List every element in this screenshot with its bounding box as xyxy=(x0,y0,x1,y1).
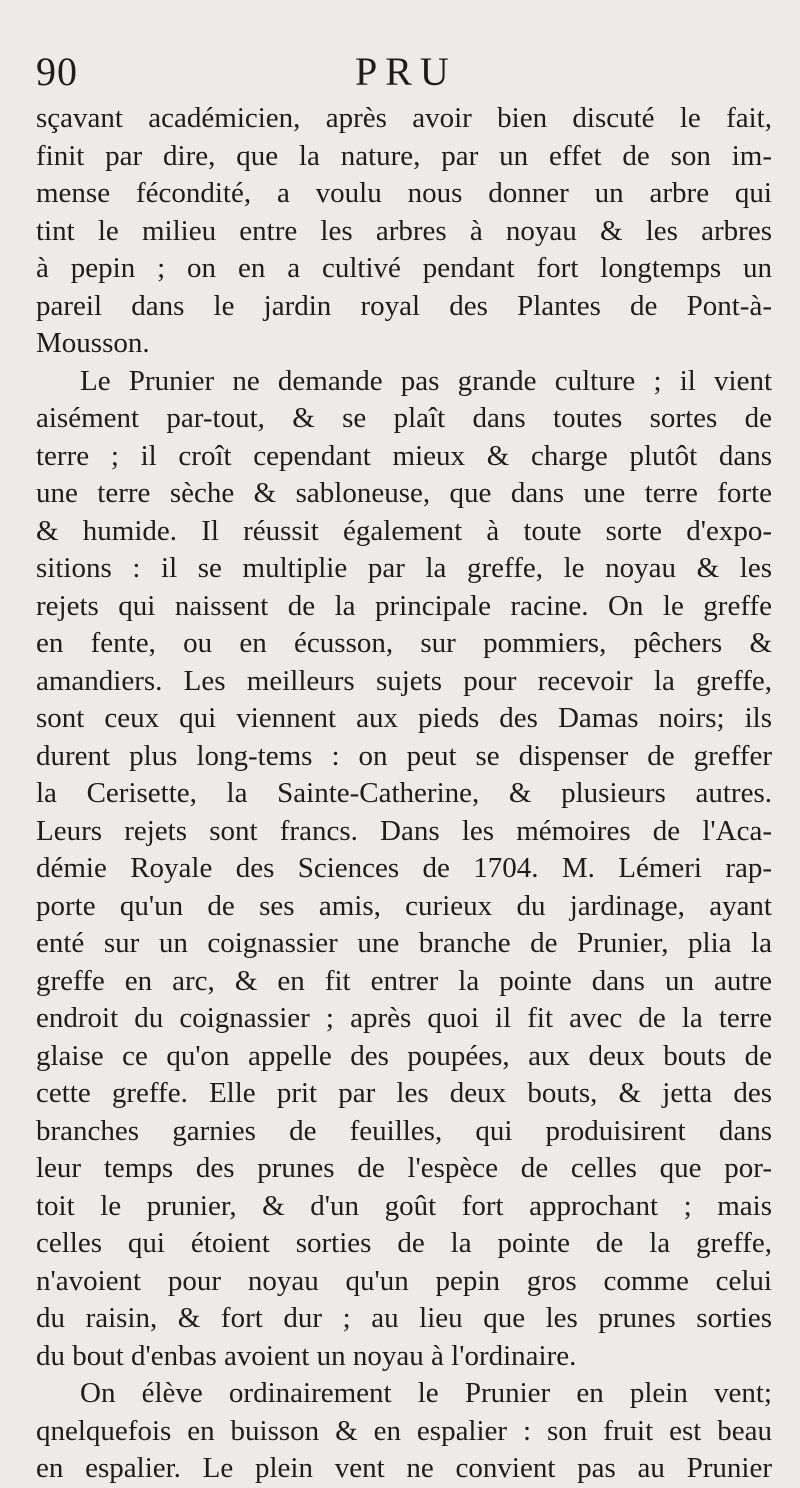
page-header xyxy=(0,48,800,100)
text-line: cette greffe. Elle prit par les deux bouts, & jetta des xyxy=(36,1077,772,1109)
body-text xyxy=(36,100,772,1488)
text-line: toit le prunier, & d'un goût fort approchant ; mais xyxy=(36,1189,772,1222)
text-line: terre ; il croît cependant mieux & charge plutôt dans xyxy=(36,439,772,472)
text-line: en fente, ou en écusson, sur pommiers, pêchers & xyxy=(36,627,772,659)
paragraph xyxy=(36,363,772,1376)
text-line: la Cerisette, la Sainte-Catherine, & plusieurs autres. xyxy=(36,777,772,809)
text-line: aisément par-tout, & se plaît dans toutes sortes de xyxy=(36,402,772,434)
text-line: enté sur un coignassier une branche de Prunier, plia la xyxy=(36,927,772,959)
text-line: démie Royale des Sciences de 1704. M. Lémeri rap- xyxy=(36,852,772,884)
text-line: du bout d'enbas avoient un noyau à l'ordinaire. xyxy=(36,1339,577,1372)
text-line: Le Prunier ne demande pas grande culture ; il vient xyxy=(80,364,772,397)
text-line: une terre sèche & sabloneuse, que dans une terre forte xyxy=(36,477,772,509)
running-title: PRU xyxy=(355,49,457,94)
text-line: sont ceux qui viennent aux pieds des Damas noirs; ils xyxy=(36,702,772,734)
text-line: sitions : il se multiplie par la greffe, le noyau & les xyxy=(36,552,772,584)
text-line: finit par dire, que la nature, par un effet de son im- xyxy=(36,139,772,172)
text-line: pareil dans le jardin royal des Plantes de Pont-à- xyxy=(36,289,772,322)
text-line: Leurs rejets sont francs. Dans les mémoires de l'Aca- xyxy=(36,814,772,847)
text-line: n'avoient pour noyau qu'un pepin gros comme celui xyxy=(36,1264,772,1297)
text-line: celles qui étoient sorties de la pointe de la greffe, xyxy=(36,1227,772,1259)
page-number: 90 xyxy=(36,49,78,94)
text-line: sçavant académicien, après avoir bien discuté le fait, xyxy=(36,102,772,134)
text-line: qnelquefois en buisson & en espalier : son fruit est beau xyxy=(36,1414,772,1447)
paragraph xyxy=(36,1375,772,1488)
text-line: à pepin ; on en a cultivé pendant fort longtemps un xyxy=(36,252,772,284)
text-line: endroit du coignassier ; après quoi il fit avec de la terre xyxy=(36,1002,772,1034)
text-line: leur temps des prunes de l'espèce de celles que por- xyxy=(36,1152,772,1184)
paragraph xyxy=(36,100,772,363)
text-line: branches garnies de feuilles, qui produisirent dans xyxy=(36,1114,772,1147)
text-line: tint le milieu entre les arbres à noyau & les arbres xyxy=(36,214,772,247)
text-line: porte qu'un de ses amis, curieux du jardinage, ayant xyxy=(36,889,772,922)
text-line: mense fécondité, a voulu nous donner un arbre qui xyxy=(36,177,772,209)
text-line: durent plus long-tems : on peut se dispenser de greffer xyxy=(36,739,772,772)
text-line: du raisin, & fort dur ; au lieu que les prunes sorties xyxy=(36,1302,772,1334)
text-line: Mousson. xyxy=(36,327,150,359)
text-line: en espalier. Le plein vent ne convient pas au Prunier xyxy=(36,1452,772,1484)
text-line: On élève ordinairement le Prunier en plein vent; xyxy=(80,1377,772,1409)
text-line: rejets qui naissent de la principale racine. On le greffe xyxy=(36,589,772,622)
text-line: greffe en arc, & en fit entrer la pointe dans un autre xyxy=(36,964,772,997)
text-line: glaise ce qu'on appelle des poupées, aux deux bouts de xyxy=(36,1039,772,1072)
text-line: & humide. Il réussit également à toute sorte d'expo- xyxy=(36,514,772,547)
text-line: amandiers. Les meilleurs sujets pour recevoir la greffe, xyxy=(36,664,772,697)
